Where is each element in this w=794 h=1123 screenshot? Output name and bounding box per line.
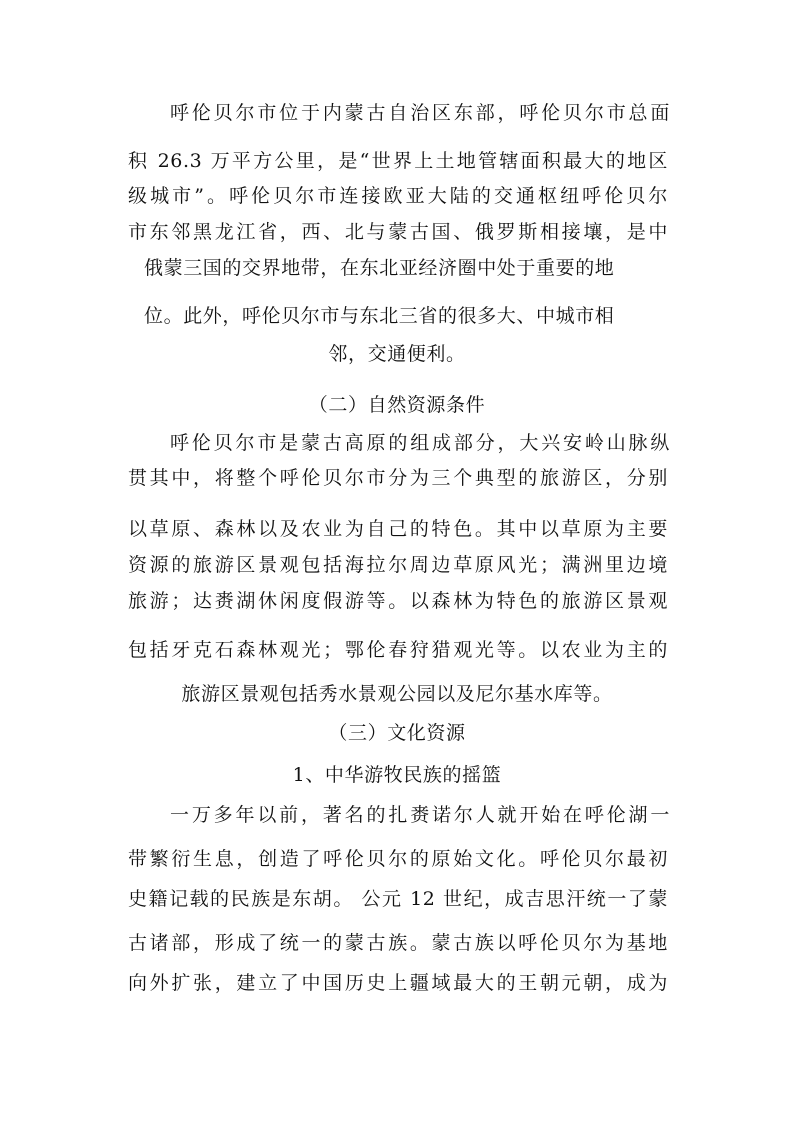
paragraph-1-line-3: 级城市”。呼伦贝尔市连接欧亚大陆的交通枢纽呼伦贝尔 [128, 185, 668, 207]
paragraph-1-line-7: 邻，交通便利。 [328, 343, 466, 365]
paragraph-1-line-1: 呼伦贝尔市位于内蒙古自治区东部，呼伦贝尔市总面 [170, 102, 670, 124]
paragraph-1-line-2: 积 26.3 万平方公里，是“世界上土地管辖面积最大的地区 [128, 150, 668, 172]
paragraph-2-line-3: 以草原、森林以及农业为自己的特色。其中以草原为主要 [128, 518, 668, 540]
subsection-heading-nomadic-cradle: 1、中华游牧民族的摇篮 [292, 764, 502, 786]
paragraph-3-line-5: 向外扩张，建立了中国历史上疆域最大的王朝元朝，成为 [128, 972, 668, 994]
paragraph-3-line-1: 一万多年以前，著名的扎赉诺尔人就开始在呼伦湖一 [170, 804, 670, 826]
paragraph-2-line-2: 贯其中，将整个呼伦贝尔市分为三个典型的旅游区，分别 [128, 467, 668, 489]
paragraph-2-line-5: 旅游；达赉湖休闲度假游等。以森林为特色的旅游区景观 [128, 590, 668, 612]
paragraph-1-line-5: 俄蒙三国的交界地带，在东北亚经济圈中处于重要的地 [144, 257, 615, 279]
paragraph-1-line-6: 位。此外，呼伦贝尔市与东北三省的很多大、中城市相 [144, 305, 615, 327]
section-heading-natural-resources: （二）自然资源条件 [308, 394, 486, 416]
paragraph-1-line-4: 市东邻黑龙江省，西、北与蒙古国、俄罗斯相接壤，是中 [128, 221, 668, 243]
paragraph-2-line-4: 资源的旅游区景观包括海拉尔周边草原风光；满洲里边境 [128, 554, 668, 576]
paragraph-3-line-4: 古诸部，形成了统一的蒙古族。蒙古族以呼伦贝尔为基地 [128, 932, 668, 954]
paragraph-2-line-1: 呼伦贝尔市是蒙古高原的组成部分，大兴安岭山脉纵 [170, 432, 670, 454]
paragraph-3-line-3: 史籍记载的民族是东胡。 公元 12 世纪，成吉思汗统一了蒙 [128, 888, 668, 910]
paragraph-2-line-6: 包括牙克石森林观光；鄂伦春狩猎观光等。以农业为主的 [128, 639, 668, 661]
section-heading-cultural-resources: （三）文化资源 [328, 722, 466, 744]
paragraph-2-line-7: 旅游区景观包括秀水景观公园以及尼尔基水库等。 [181, 683, 613, 705]
paragraph-3-line-2: 带繁衍生息，创造了呼伦贝尔的原始文化。呼伦贝尔最初 [128, 848, 668, 870]
